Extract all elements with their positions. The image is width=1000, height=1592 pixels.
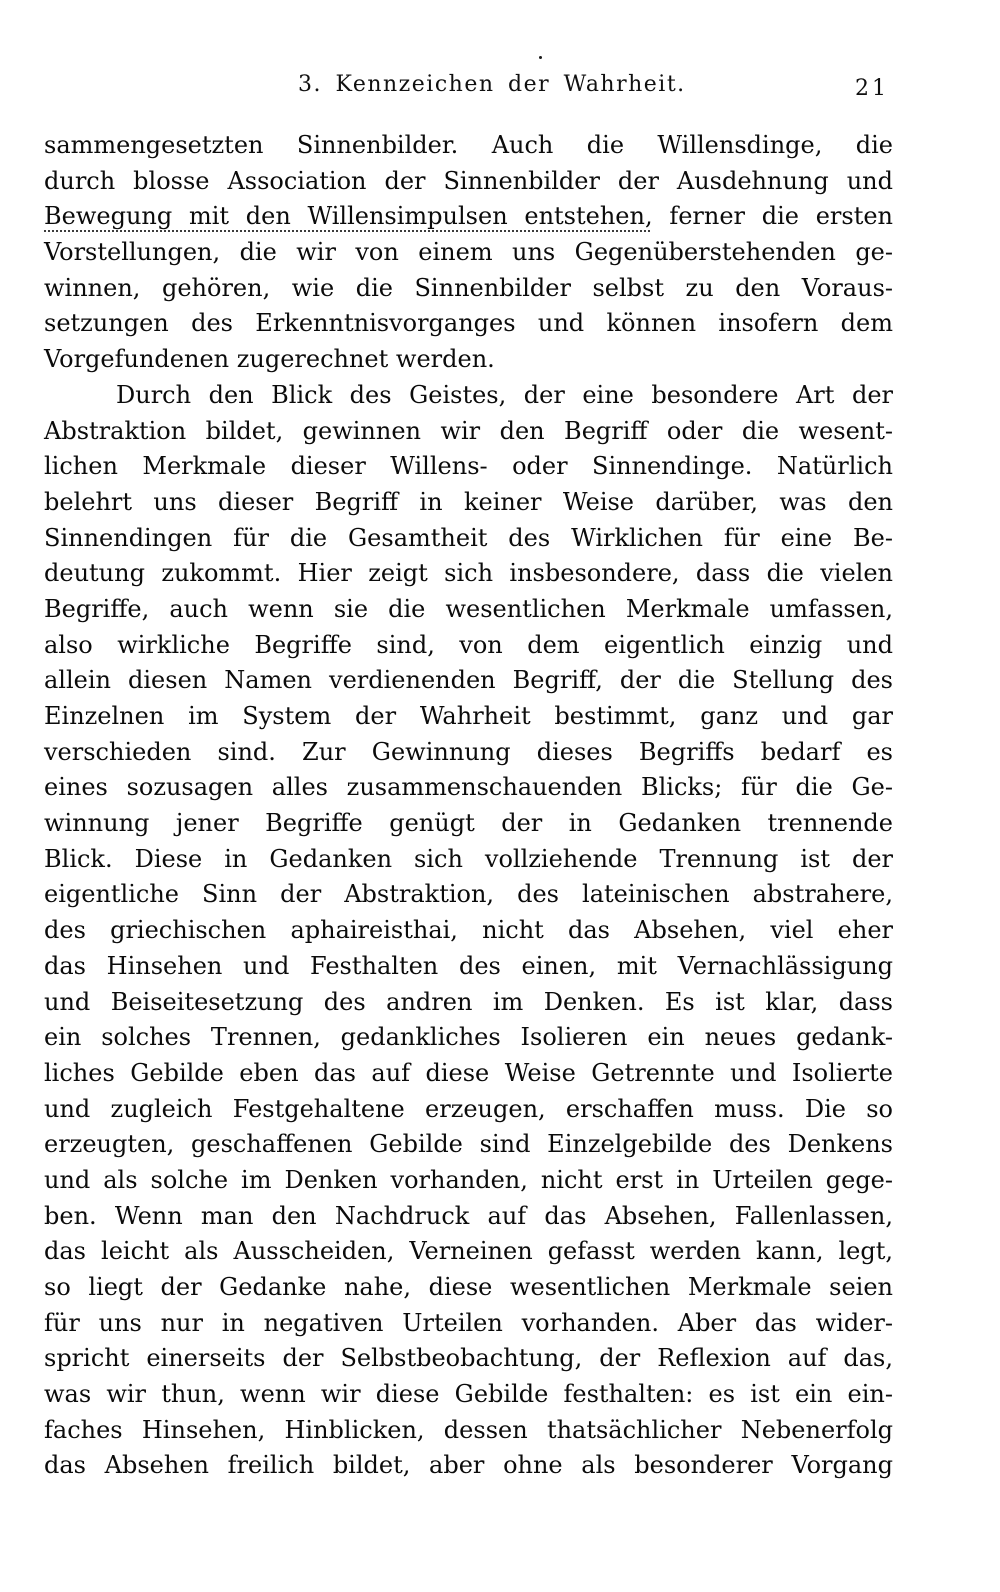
text-line: Blick. Diese in Gedanken sich vollziehende Trennung ist der xyxy=(44,844,893,873)
text-line: Sinnendingen für die Gesamtheit des Wirklichen für eine Be- xyxy=(44,523,893,552)
text-line: und Beiseitesetzung des andren im Denken. Es ist klar, dass xyxy=(44,987,893,1016)
page-number: 21 xyxy=(855,76,889,101)
text-line: winnen, gehören, wie die Sinnenbilder selbst zu den Voraus- xyxy=(44,273,893,302)
text-line: Durch den Blick des Geistes, der eine besondere Art der xyxy=(116,380,893,409)
text-line: belehrt uns dieser Begriff in keiner Weise darüber, was den xyxy=(44,487,893,516)
running-title: 3. Kennzeichen der Wahrheit. xyxy=(298,72,686,97)
text-line: deutung zukommt. Hier zeigt sich insbesondere, dass die vielen xyxy=(44,559,893,588)
text-line: eines sozusagen alles zusammenschauenden Blicks; für die Ge- xyxy=(44,773,893,802)
text-line: das leicht als Ausscheiden, Verneinen gefasst werden kann, legt, xyxy=(44,1237,893,1266)
text-line: des griechischen aphaireisthai, nicht das Absehen, viel eher xyxy=(44,916,893,945)
text-line: also wirkliche Begriffe sind, von dem eigentlich einzig und xyxy=(44,630,893,659)
text-line xyxy=(44,199,893,235)
text-line: und zugleich Festgehaltene erzeugen, erschaffen muss. Die so xyxy=(44,1094,893,1123)
text-line: durch blosse Association der Sinnenbilder der Ausdehnung und xyxy=(44,166,893,195)
text-line: was wir thun, wenn wir diese Gebilde festhalten: es ist ein ein- xyxy=(44,1380,893,1409)
scan-artifact-dot xyxy=(539,56,542,59)
text-line: Begriffe, auch wenn sie die wesentlichen Merkmale umfassen, xyxy=(44,594,893,623)
text-line: Einzelnen im System der Wahrheit bestimmt, ganz und gar xyxy=(44,702,893,730)
text-line: lichen Merkmale dieser Willens- oder Sinnendinge. Natürlich xyxy=(44,452,893,481)
text-line: ein solches Trennen, gedankliches Isolieren ein neues gedank- xyxy=(44,1023,893,1052)
text-line: faches Hinsehen, Hinblicken, dessen thatsächlicher Nebenerfolg xyxy=(44,1415,893,1444)
text-line: das Hinsehen und Festhalten des einen, mit Vernachlässigung xyxy=(44,951,893,980)
text-segment: ferner die ersten xyxy=(652,202,893,231)
text-line: setzungen des Erkenntnisvorganges und können insofern dem xyxy=(44,309,893,338)
text-line: Vorstellungen, die wir von einem uns Gegenüberstehenden ge- xyxy=(44,238,893,267)
text-line: Abstraktion bildet, gewinnen wir den Begriff oder die wesent- xyxy=(44,416,893,445)
text-line: so liegt der Gedanke nahe, diese wesentlichen Merkmale seien xyxy=(44,1273,893,1301)
scan-underline-artifact: Bewegung mit den Willensimpulsen entstehen, xyxy=(44,202,653,231)
text-block xyxy=(44,128,893,1484)
text-line: liches Gebilde eben das auf diese Weise Getrennte und Isolierte xyxy=(44,1058,893,1087)
text-line: erzeugten, geschaffenen Gebilde sind Einzelgebilde des Denkens xyxy=(44,1130,893,1159)
text-line: das Absehen freilich bildet, aber ohne als besonderer Vorgang xyxy=(44,1451,893,1480)
text-line: allein diesen Namen verdienenden Begriff, der die Stellung des xyxy=(44,666,893,695)
page-header xyxy=(0,70,1000,110)
text-line: und als solche im Denken vorhanden, nicht erst in Urteilen gege- xyxy=(44,1165,893,1194)
text-line: sammengesetzten Sinnenbilder. Auch die Willensdinge, die xyxy=(44,131,893,159)
text-line: Vorgefundenen zugerechnet werden. xyxy=(44,345,495,374)
text-line: verschieden sind. Zur Gewinnung dieses Begriffs bedarf es xyxy=(44,737,893,766)
text-line: winnung jener Begriffe genügt der in Gedanken trennende xyxy=(44,809,893,838)
text-line: ben. Wenn man den Nachdruck auf das Absehen, Fallenlassen, xyxy=(44,1201,893,1230)
text-line: eigentliche Sinn der Abstraktion, des lateinischen abstrahere, xyxy=(44,880,893,909)
text-line: für uns nur in negativen Urteilen vorhanden. Aber das wider- xyxy=(44,1308,893,1337)
text-line: spricht einerseits der Selbstbeobachtung, der Reflexion auf das, xyxy=(44,1344,893,1373)
